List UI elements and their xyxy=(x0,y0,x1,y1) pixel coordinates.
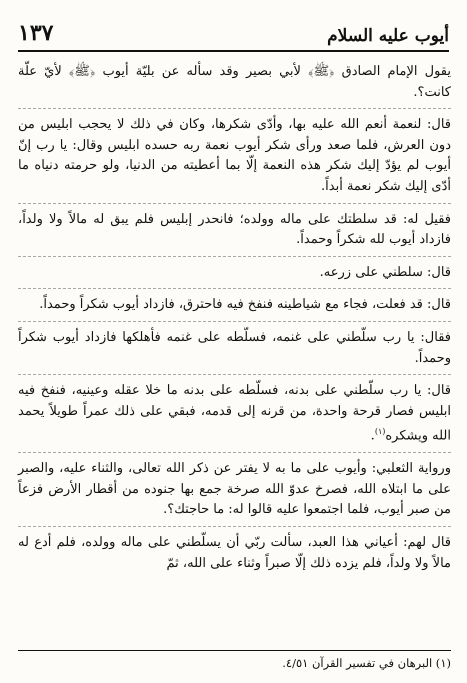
footnote-marker: (١) xyxy=(374,427,386,437)
body-text xyxy=(18,62,451,633)
page-header xyxy=(18,12,449,52)
paragraph-8: ورواية الثعلبي: وأيوب على ما به لا يفتر عن ذكر الله تعالى، والثناء عليه، والصبر على ما ابتلاه الله، فصرخ عدوّ الله صرخة جمع بها جنوده من أقطار الأرض فزعاً من صبر أيوب، فلما اجتمعوا عليه قالوا له: ما حاجتك؟. xyxy=(18,459,451,527)
paragraph-2: قال: لنعمة أنعم الله عليه بها، وأدّى شكرها، وكان في ذلك لا يحجب ابليس من دون العرش، فلما صعد ورأى شكر أيوب نعمة ربه حسده ابليس وقال: يا رب إنّ أيوب لم يؤدّ إليك شكر هذه النعمة إلّا بما أعطيته من الدنيا، ولو حرمته دنياه ما أدّى إليك شكر نعمة أبداً. xyxy=(18,115,451,203)
paragraph-9: قال لهم: أعياني هذا العبد، سألت ربّي أن يسلّطني على ماله وولده، فلم أدع له مالاً ولا ولداً، فلم يزده ذلك إلّا صبراً وثناء على الله، ثمّ xyxy=(18,535,451,571)
paragraph-3: فقيل له: قد سلطتك على ماله وولده؛ فانحدر إبليس فلم يبق له مالاً ولا ولداً، فازداد أيوب لله شكراً وحمداً. xyxy=(18,210,451,257)
footnote: (١) البرهان في تفسير القرآن ٤/٥١. xyxy=(18,650,451,670)
page-number: ١٣٧ xyxy=(18,20,54,46)
paragraph-5: قال: قد فعلت، فجاء مع شياطينه فنفخ فيه فاحترق، فازداد أيوب شكراً وحمداً. xyxy=(18,295,451,322)
paragraph-6: فقال: يا رب سلّطني على غنمه، فسلّطه على غنمه فأهلكها فازداد أيوب شكراً وحمداً. xyxy=(18,328,451,375)
chapter-title: أيوب عليه السلام xyxy=(327,26,449,46)
paragraph-7: قال: يا رب سلّطني على بدنه، فسلّطه على بدنه ما خلا عقله وعينيه، فنفخ فيه ابليس فصار قرحة واحدة، من قرنه إلى قدمه، فبقي على ذلك عمراً طويلاً يحمد الله ويشكره$^{(١)}$. xyxy=(18,381,451,453)
paragraph-4: قال: سلطني على زرعه. xyxy=(18,263,451,290)
paragraph-1: يقول الإمام الصادق ﴿ﷺ﴾ لأبي بصير وقد سأله عن بليّة أيوب ﴿ﷺ﴾ لأيّ علّة كانت؟. xyxy=(18,62,451,109)
paragraph-7-text: قال: يا رب سلّطني على بدنه، فسلّطه على بدنه ما خلا عقله وعينيه، فنفخ فيه ابليس فصار قرحة واحدة، من قرنه إلى قدمه، فبقي على ذلك عمراً طويلاً يحمد الله ويشكره xyxy=(18,383,451,444)
